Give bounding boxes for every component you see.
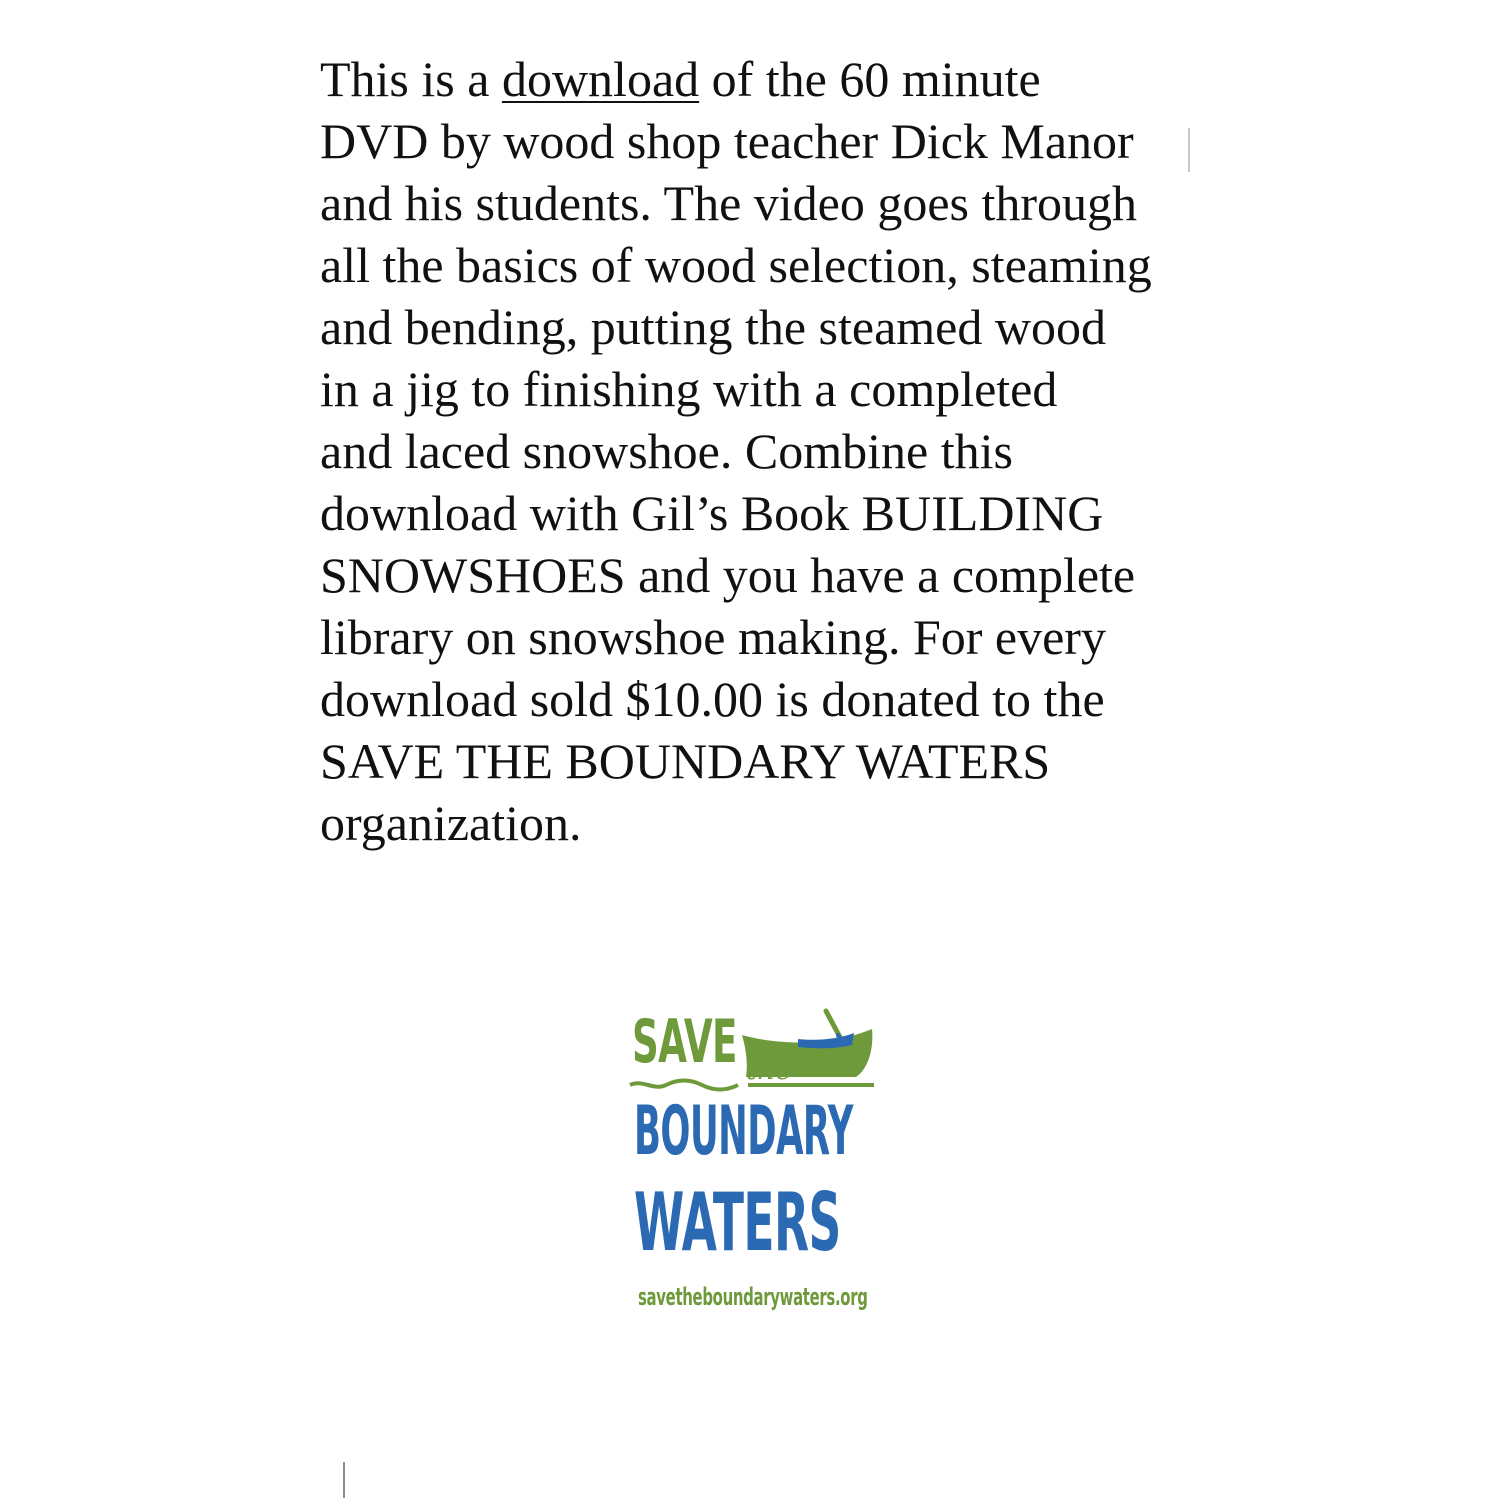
product-description: [320, 48, 1200, 854]
description-line-1: This is a download of the 60 minute: [320, 51, 1041, 107]
download-link[interactable]: download: [501, 51, 700, 107]
logo-the-text: the: [746, 1053, 792, 1086]
scan-edge-mark: [343, 1462, 345, 1498]
description-line-5: and bending, putting the steamed wood: [320, 299, 1106, 355]
description-line-3: and his students. The video goes through: [320, 175, 1138, 231]
logo-url-text: savetheboundarywaters.org: [638, 1283, 868, 1311]
logo-boundary-text: BOUNDARY: [634, 1092, 853, 1171]
description-line-10: library on snowshoe making. For every: [320, 609, 1106, 665]
description-line-6: in a jig to finishing with a completed: [320, 361, 1058, 417]
description-line-2: DVD by wood shop teacher Dick Manor: [320, 113, 1134, 169]
save-the-boundary-waters-logo: [628, 1003, 878, 1313]
description-line-8: download with Gil’s Book BUILDING: [320, 485, 1104, 541]
description-line-4: all the basics of wood selection, steaming: [320, 237, 1152, 293]
logo-waters-text: WATERS: [634, 1176, 841, 1269]
description-line-7: and laced snowshoe. Combine this: [320, 423, 1013, 479]
description-line-12: SAVE THE BOUNDARY WATERS: [320, 733, 1051, 789]
logo-save-text: SAVE: [632, 1007, 737, 1077]
description-line-11: download sold $10.00 is donated to the: [320, 671, 1105, 727]
description-line-9: SNOWSHOES and you have a complete: [320, 547, 1136, 603]
description-line-13: organization.: [320, 795, 582, 851]
scan-edge-mark-right: [1188, 128, 1190, 172]
